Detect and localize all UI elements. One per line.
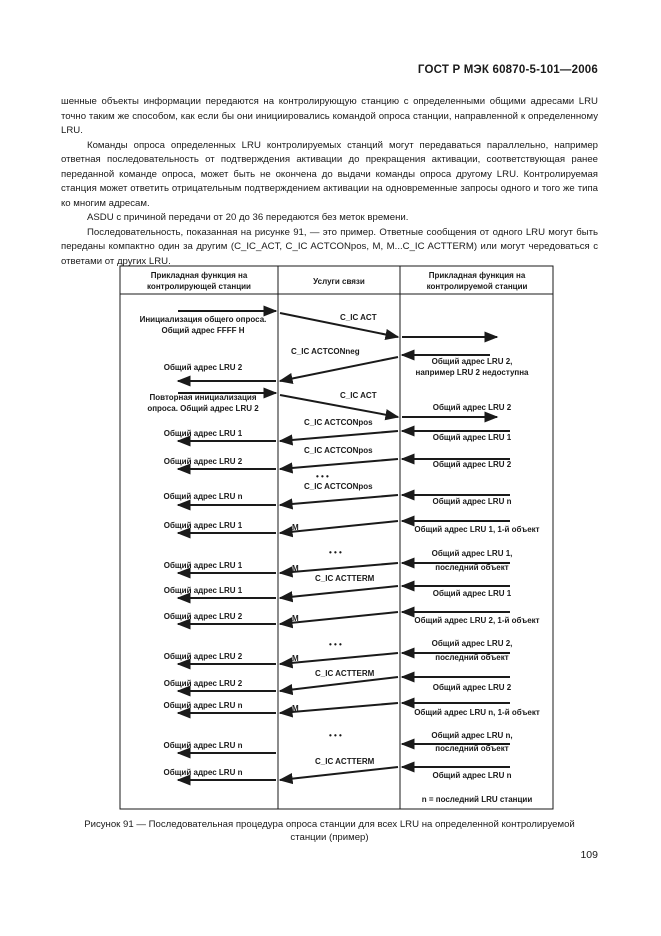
- arrow-actterm-1: [280, 586, 398, 598]
- right-label-lru2-last-1: Общий адрес LRU 2,: [431, 639, 513, 648]
- left-label-init-2: Общий адрес FFFF H: [161, 326, 245, 335]
- arrow-act-2: [280, 395, 398, 417]
- right-label-lrun-a: Общий адрес LRU n: [432, 497, 512, 506]
- right-label-lru1-first: Общий адрес LRU 1, 1-й объект: [414, 525, 540, 534]
- mid-label-m1: M: [292, 523, 299, 532]
- page-number: 109: [580, 849, 598, 861]
- left-label-lru2-c: Общий адрес LRU 2: [163, 612, 243, 621]
- right-footnote: n = последний LRU станции: [421, 795, 533, 804]
- left-label-lru1-c: Общий адрес LRU 1: [163, 561, 243, 570]
- right-label-lrun-last-2: последний объект: [435, 744, 509, 753]
- figure-caption-line1: Рисунок 91 — Последовательная процедура опроса станции для всех LRU на определенной контролируемой: [84, 819, 575, 830]
- arrow-actcon-neg: [280, 357, 398, 381]
- arrow-actcon-pos-3: [280, 495, 398, 505]
- header-right-line2: контролируемой станции: [426, 282, 528, 291]
- right-label-lru1-a: Общий адрес LRU 1: [432, 433, 512, 442]
- mid-label-actterm-1: C_IC ACTTERM: [315, 574, 375, 583]
- mid-label-m3: M: [292, 614, 299, 623]
- left-label-lrun-a: Общий адрес LRU n: [163, 492, 243, 501]
- document-header: ГОСТ Р МЭК 60870-5-101—2006: [417, 64, 598, 76]
- paragraph-2: Команды опроса определенных LRU контролируемых станций могут передаваться параллельно, например ответная последовательность от подтверждения активации до прекращения активации, соответствующая ранее переданной команде опроса, может быть не окончена до выдачи команды опроса другому LRU. Контролируемая станция может ответить отрицательным подтверждением активации на одновременные запросы одного и того же типа ко многим адресам.: [61, 139, 598, 209]
- right-label-lru2-unavail-2: например LRU 2 недоступна: [415, 368, 529, 377]
- right-label-lru1-b: Общий адрес LRU 1: [432, 589, 512, 598]
- right-label-lrun-first: Общий адрес LRU n, 1-й объект: [414, 708, 540, 717]
- left-label-repeat-2: опроса. Общий адрес LRU 2: [147, 404, 259, 413]
- left-label-lru2-e: Общий адрес LRU 2: [163, 679, 243, 688]
- mid-label-dots-4: • • •: [329, 731, 342, 740]
- left-label-lrun-d: Общий адрес LRU n: [163, 768, 243, 777]
- left-label-init-1: Инициализация общего опроса.: [139, 315, 267, 324]
- right-label-lru2-unavail-1: Общий адрес LRU 2,: [431, 357, 513, 366]
- header-middle: Услуги связи: [313, 277, 365, 286]
- left-label-lru1-b: Общий адрес LRU 1: [163, 521, 243, 530]
- left-label-lru1-a: Общий адрес LRU 1: [163, 429, 243, 438]
- right-label-lru2-a: Общий адрес LRU 2: [432, 403, 512, 412]
- right-label-lrun-b: Общий адрес LRU n: [432, 771, 512, 780]
- paragraph-4: Последовательность, показанная на рисунке 91, — это пример. Ответные сообщения от одного LRU могут быть переданы компактно один за другим (C_IC_ACT, C_IC ACTCONpos, M, M...C_IC ACTTERM) или могут чередоваться с ответами от других LRU.: [61, 226, 598, 267]
- header-left-line1: Прикладная функция на: [150, 271, 248, 280]
- header-left-line2: контролирующей станции: [147, 282, 251, 291]
- mid-label-actcon-pos-3: C_IC ACTCONpos: [304, 482, 373, 491]
- arrow-actcon-pos-1: [280, 431, 398, 441]
- mid-label-m5: M: [292, 704, 299, 713]
- left-label-lru1-d: Общий адрес LRU 1: [163, 586, 243, 595]
- figure-caption: [61, 818, 598, 844]
- arrow-act-1: [280, 313, 398, 337]
- figure-caption-line2: станции (пример): [290, 832, 369, 843]
- mid-label-act-2: C_IC ACT: [340, 391, 377, 400]
- arrow-actterm-2: [280, 677, 398, 691]
- right-label-lru1-last-1: Общий адрес LRU 1,: [431, 549, 513, 558]
- paragraph-1: шенные объекты информации передаются на контролирующую станцию с определенными общими адресами LRU точно таким же способом, как если бы они инициировались командой опроса станции, направленной к определенному LRU.: [61, 96, 598, 136]
- mid-label-actcon-pos-1: C_IC ACTCONpos: [304, 418, 373, 427]
- left-label-lrun-b: Общий адрес LRU n: [163, 701, 243, 710]
- right-label-lru2-c: Общий адрес LRU 2: [432, 683, 512, 692]
- left-label-lru2-b: Общий адрес LRU 2: [163, 457, 243, 466]
- mid-label-act-1: C_IC ACT: [340, 313, 377, 322]
- left-label-repeat-1: Повторная инициализация: [149, 393, 257, 402]
- mid-label-actterm-3: C_IC ACTTERM: [315, 757, 375, 766]
- right-label-lru1-last-2: последний объект: [435, 563, 509, 572]
- right-label-lru2-first: Общий адрес LRU 2, 1-й объект: [414, 616, 540, 625]
- mid-label-actterm-2: C_IC ACTTERM: [315, 669, 375, 678]
- right-label-lru2-b: Общий адрес LRU 2: [432, 460, 512, 469]
- right-label-lrun-last-1: Общий адрес LRU n,: [431, 731, 513, 740]
- mid-label-m4: M: [292, 654, 299, 663]
- left-label-lru2-d: Общий адрес LRU 2: [163, 652, 243, 661]
- arrow-actcon-pos-2: [280, 459, 398, 469]
- left-label-lrun-c: Общий адрес LRU n: [163, 741, 243, 750]
- mid-label-dots-3: • • •: [329, 640, 342, 649]
- mid-label-dots-2: • • •: [329, 548, 342, 557]
- arrow-actterm-3: [280, 767, 398, 780]
- mid-label-actcon-pos-2: C_IC ACTCONpos: [304, 446, 373, 455]
- right-label-lru2-last-2: последний объект: [435, 653, 509, 662]
- mid-label-actcon-neg: C_IC ACTCONneg: [291, 347, 360, 356]
- mid-label-dots-1: • • •: [316, 472, 329, 481]
- mid-label-m2: M: [292, 564, 299, 573]
- left-label-lru2-a: Общий адрес LRU 2: [163, 363, 243, 372]
- paragraph-3: ASDU с причиной передачи от 20 до 36 передаются без меток времени.: [87, 212, 409, 223]
- header-right-line1: Прикладная функция на: [428, 271, 526, 280]
